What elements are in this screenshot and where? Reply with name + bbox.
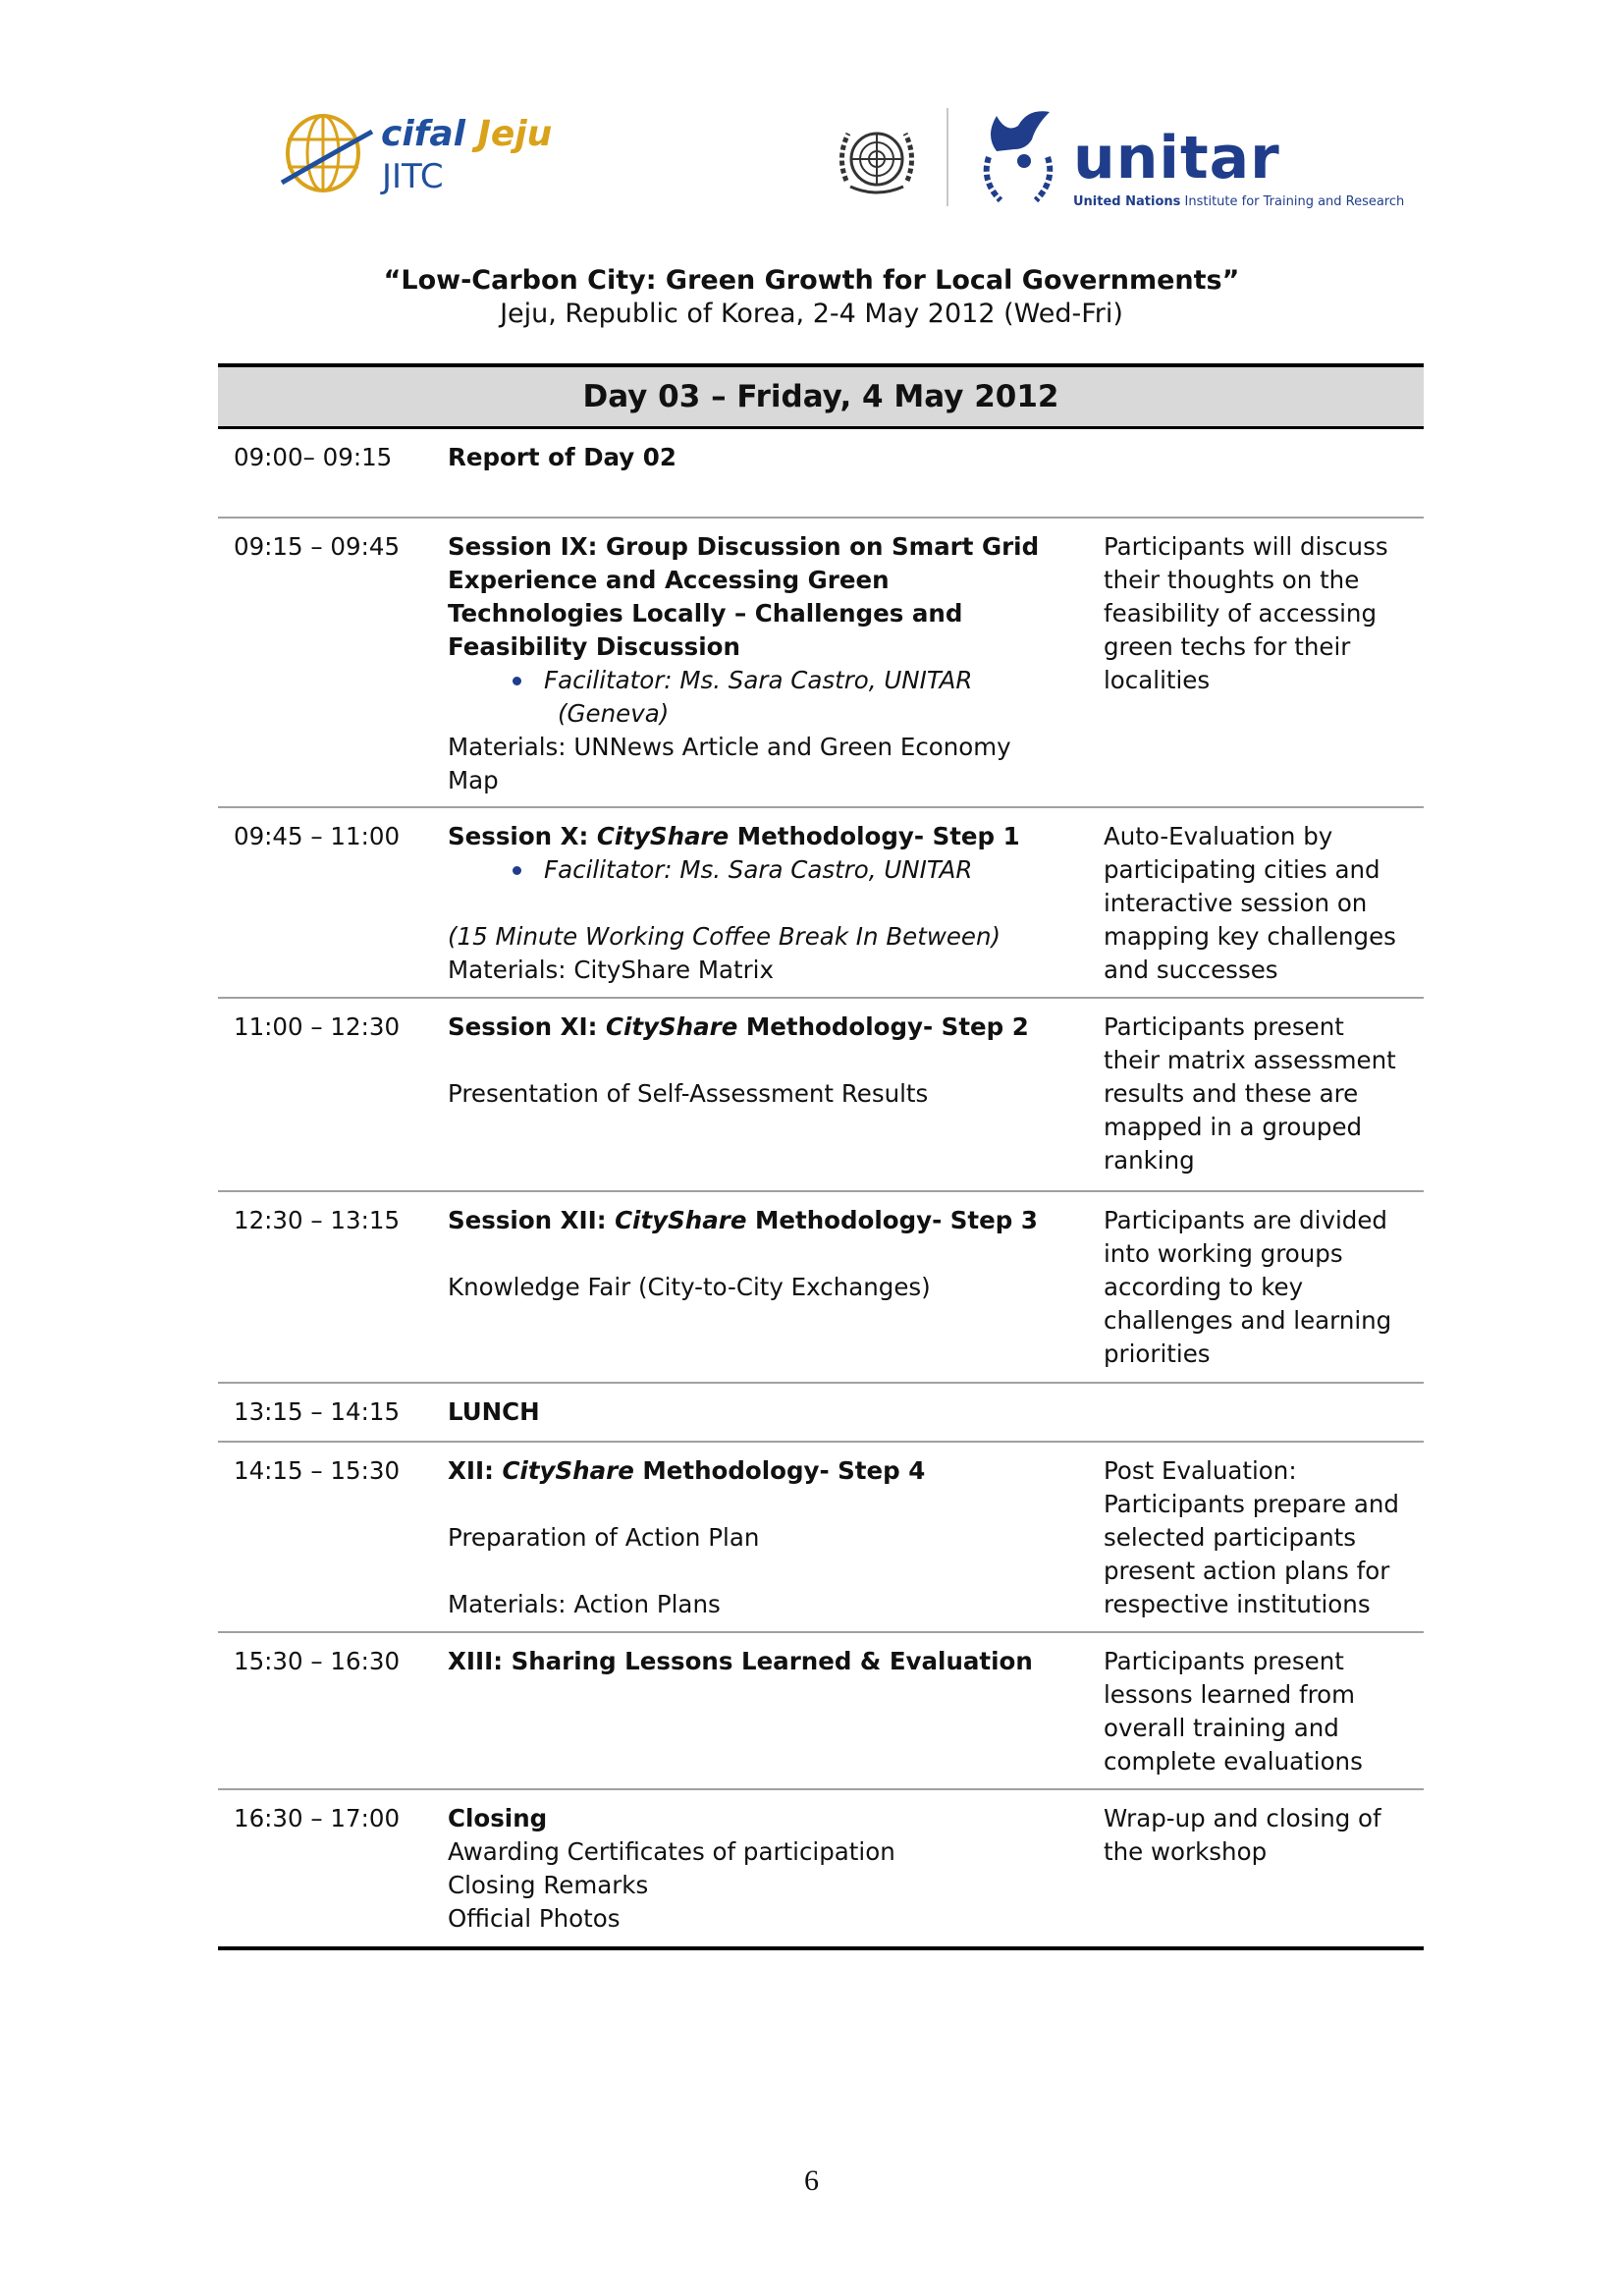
row-description: Participants present their matrix assessment results and these are mapped in a grouped ranking (1104, 1012, 1396, 1175)
row-time: 15:30 – 16:30 (234, 1647, 401, 1675)
facilitator-bullet: Facilitator: Ms. Sara Castro, UNITAR (448, 664, 1076, 697)
row-activity (448, 530, 1076, 797)
table-row (218, 1633, 1424, 1790)
row-description: Participants will discuss their thoughts on the feasibility of accessing green techs for their localities (1104, 532, 1388, 694)
row-title: LUNCH (448, 1397, 540, 1426)
row-title: Closing (448, 1804, 548, 1832)
materials-line: Map (448, 766, 499, 794)
row-time: 11:00 – 12:30 (234, 1012, 401, 1041)
jitc-word: JITC (382, 157, 444, 196)
row-title: Session XII: CityShare Methodology- Step 3 (448, 1206, 1038, 1234)
row-activity (448, 441, 1076, 474)
row-activity (448, 1454, 1076, 1621)
facilitator-location: (Geneva) (558, 699, 670, 728)
jeju-word: Jeju (477, 114, 553, 154)
un-emblem-icon (833, 120, 921, 206)
row-title: Session X: CityShare Methodology- Step 1 (448, 822, 1020, 850)
table-row (218, 1384, 1424, 1443)
row-time: 09:45 – 11:00 (234, 822, 401, 850)
row-title: Session XI: CityShare Methodology- Step 2 (448, 1012, 1029, 1041)
row-time: 09:15 – 09:45 (234, 532, 401, 561)
row-time: 09:00– 09:15 (234, 443, 393, 471)
row-title: XIII: Sharing Lessons Learned & Evaluation (448, 1647, 1033, 1675)
cifal-word: cifal (381, 114, 465, 154)
table-row (218, 808, 1424, 999)
row-description: Auto-Evaluation by participating cities and interactive session on mapping key challenges and successes (1104, 822, 1396, 984)
row-description: Wrap-up and closing of the workshop (1104, 1804, 1381, 1866)
table-row (218, 519, 1424, 808)
table-row (218, 1443, 1424, 1633)
materials-line: Materials: CityShare Matrix (448, 956, 774, 984)
materials-line: Materials: UNNews Article and Green Economy (448, 733, 1011, 761)
row-title: Report of Day 02 (448, 443, 676, 471)
row-time: 12:30 – 13:15 (234, 1206, 401, 1234)
row-activity (448, 1802, 1076, 1936)
row-activity (448, 1645, 1076, 1678)
unitar-logo (967, 106, 1409, 214)
page-number: 6 (804, 2164, 819, 2197)
row-body-line: Awarding Certificates of participation (448, 1837, 895, 1866)
table-row (218, 429, 1424, 519)
unitar-word: unitar (1073, 124, 1280, 192)
day-header: Day 03 – Friday, 4 May 2012 (218, 367, 1424, 429)
unitar-figure-icon (967, 106, 1069, 212)
row-description: Participants are divided into working groups according to key challenges and learning priorities (1104, 1206, 1392, 1368)
row-title-line: Feasibility Discussion (448, 632, 740, 661)
cifal-jeju-logo (280, 110, 574, 196)
row-time: 13:15 – 14:15 (234, 1397, 401, 1426)
row-description: Participants present lessons learned from overall training and complete evaluations (1104, 1647, 1363, 1776)
globe-icon (280, 110, 374, 196)
row-time: 16:30 – 17:00 (234, 1804, 401, 1832)
row-body-line: Closing Remarks (448, 1871, 649, 1899)
row-activity (448, 1395, 1076, 1429)
row-title-line: Session IX: Group Discussion on Smart Grid (448, 532, 1040, 561)
row-activity (448, 1011, 1076, 1111)
row-activity (448, 820, 1076, 987)
row-body: Presentation of Self-Assessment Results (448, 1079, 929, 1108)
row-title: XII: CityShare Methodology- Step 4 (448, 1456, 926, 1485)
row-body-line: Official Photos (448, 1904, 621, 1933)
row-description: Post Evaluation: Participants prepare and selected participants present action plans for respective institutions (1104, 1456, 1399, 1618)
row-title-line: Experience and Accessing Green (448, 566, 890, 594)
schedule-table (218, 363, 1424, 1950)
row-time: 14:15 – 15:30 (234, 1456, 401, 1485)
logo-divider (947, 108, 948, 206)
materials-line: Materials: Action Plans (448, 1590, 721, 1618)
coffee-break-note: (15 Minute Working Coffee Break In Between) (448, 922, 1001, 951)
unitar-tagline: United Nations Institute for Training and Research (1073, 194, 1405, 209)
table-row (218, 999, 1424, 1192)
table-row (218, 1192, 1424, 1384)
event-subtitle: Jeju, Republic of Korea, 2-4 May 2012 (Wed-Fri) (500, 299, 1123, 329)
row-body: Preparation of Action Plan (448, 1523, 760, 1552)
event-title: “Low-Carbon City: Green Growth for Local Governments” (383, 265, 1240, 296)
row-activity (448, 1204, 1076, 1304)
row-body: Knowledge Fair (City-to-City Exchanges) (448, 1273, 931, 1301)
row-title-line: Technologies Locally – Challenges and (448, 599, 963, 628)
table-row (218, 1790, 1424, 1950)
facilitator-bullet: Facilitator: Ms. Sara Castro, UNITAR (448, 853, 1076, 887)
